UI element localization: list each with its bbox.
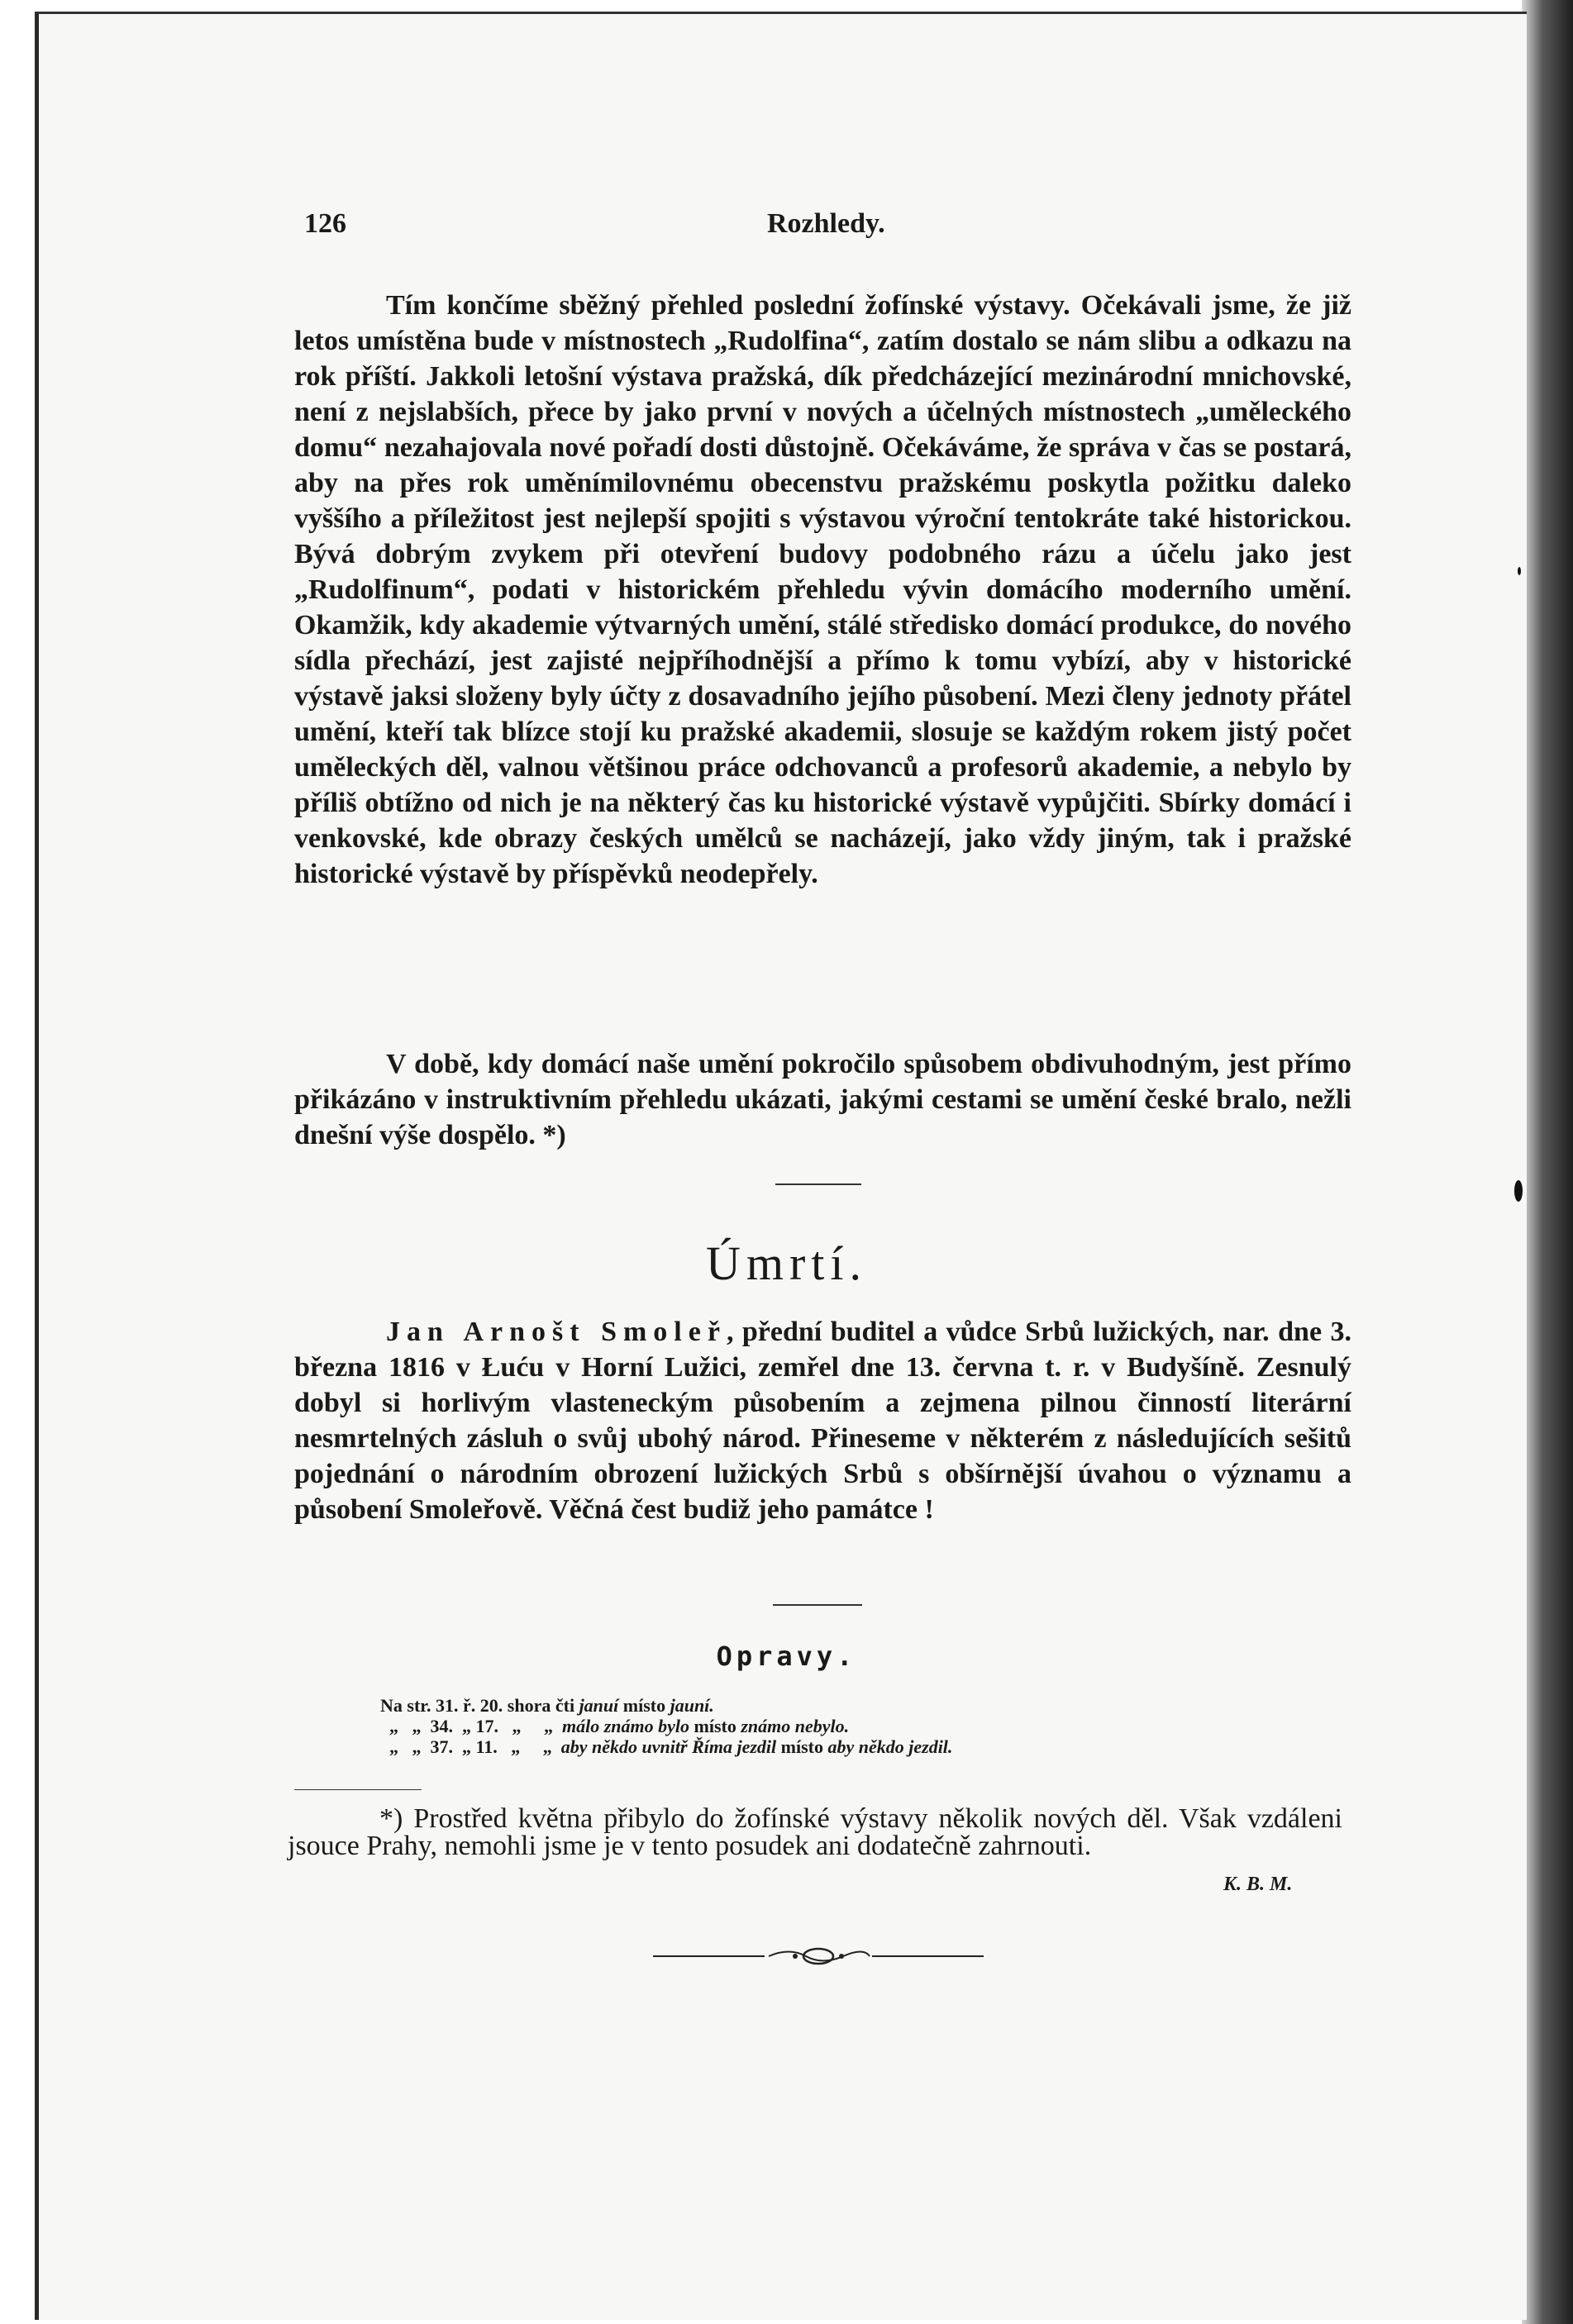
paragraph [294,1314,1351,1527]
margin-mark [1514,1180,1523,1202]
errata-row: „ „ 37. „ 11. „ „ aby někdo uvnitř Říma jezdil místo aby někdo jezdil. [380,1736,953,1757]
paragraph: V době, kdy domácí naše umění pokročilo spůsobem obdivuhodným, jest přímo přikázáno v instruktivním přehledu ukázati, jakými cestami se umění české bralo, nežli dnešní výše dospělo. *) [294,1049,1351,1150]
obituary-text: , přední buditel a vůdce Srbů lužických, nar. dne 3. března 1816 v Łuću v Horní Lužici, zemřel dne 13. června t. r. v Budyšíně. Zesnulý dobyl si horlivým vlasteneckým působením a zejmena pilnou činností literární nesmrtelných zásluh o svůj ubohý národ. Přineseme v některém z následujících sešitů pojednání o národním obrození lužických Srbů s obšírnější úvahou o významu a působení Smoleřově. Věčná čest budiž jeho památce ! [294,1317,1352,1525]
footnote [288,1805,1342,1860]
page-number: 126 [304,208,346,239]
section-divider [773,1604,862,1606]
errata-list [380,1695,952,1757]
paragraph: Tím končíme sběžný přehled poslední žofínské výstavy. Očekávali jsme, že již letos umístěna bude v místnostech „Rudolfina“, zatím dostalo se nám slibu a odkazu na rok příští. Jakkoli letošní výstava pražská, dík předcházející mezinárodní mnichovské, není z nejslabších, přece by jako první v nových a účelných místnostech „uměleckého domu“ nezahajovala nové pořadí dosti důstojně. Očekáváme, že správa v čas se postará, aby na přes rok uměnímilovnému obecenstvu pražskému poskytla požitku daleko vyššího a příležitost jest nejlepší spojiti s výstavou výroční tentokráte také historickou. Bývá dobrým zvykem při otevření budovy podobného rázu a účelu jako jest „Rudolfinum“, podati v historickém přehledu vývin domácího moderního umění. Okamžik, kdy akademie výtvarných umění, stálé středisko domácí produkce, do nového sídla přechází, jest zajisté nejpříhodnější a přímo k tomu vybízí, aby v historické výstavě jaksi složeny byly účty z dosavadního jejího působení. Mezi členy jednoty přátel umění, kteří tak blízce stojí ku pražské akademii, slosuje se každým rokem jistý počet uměleckých děl, valnou většinou práce odchovanců a profesorů akademie, a nebylo by příliš obtížno od nich je na některý čas ku historické výstavě vypůjčiti. Sbírky domácí i venkovské, kde obrazy českých umělců se nacházejí, jako vždy jiným, tak i pražské historické výstavě by příspěvků neodepřely. [294,290,1351,889]
article-closing [294,1046,1351,1153]
section-divider [775,1183,861,1185]
book-spine-shadow [1522,0,1573,2324]
running-title: Rozhledy. [767,208,885,239]
end-ornament [653,1944,984,1969]
obituary-heading: Úmrtí. [705,1236,868,1290]
margin-mark [1518,567,1521,575]
footnote-text: *) Prostřed května přibylo do žofínské výstavy několik nových děl. Však vzdáleni jsouce Prahy, nemohli jsme je v tento posudek ani dodatečně zahrnouti. [288,1803,1342,1861]
obituary-body [294,1314,1351,1527]
footnote-rule [294,1789,422,1790]
errata-row: Na str. 31. ř. 20. shora čti januí místo jauní. [380,1695,714,1716]
errata-title: Opravy. [716,1641,857,1672]
deceased-name: Jan Arnošt Smoleř [386,1317,727,1347]
errata-row: „ „ 34. „ 17. „ „ málo známo bylo místo známo nebylo. [380,1716,850,1736]
article-body [294,288,1351,892]
author-signature: K. B. M. [1223,1874,1293,1895]
